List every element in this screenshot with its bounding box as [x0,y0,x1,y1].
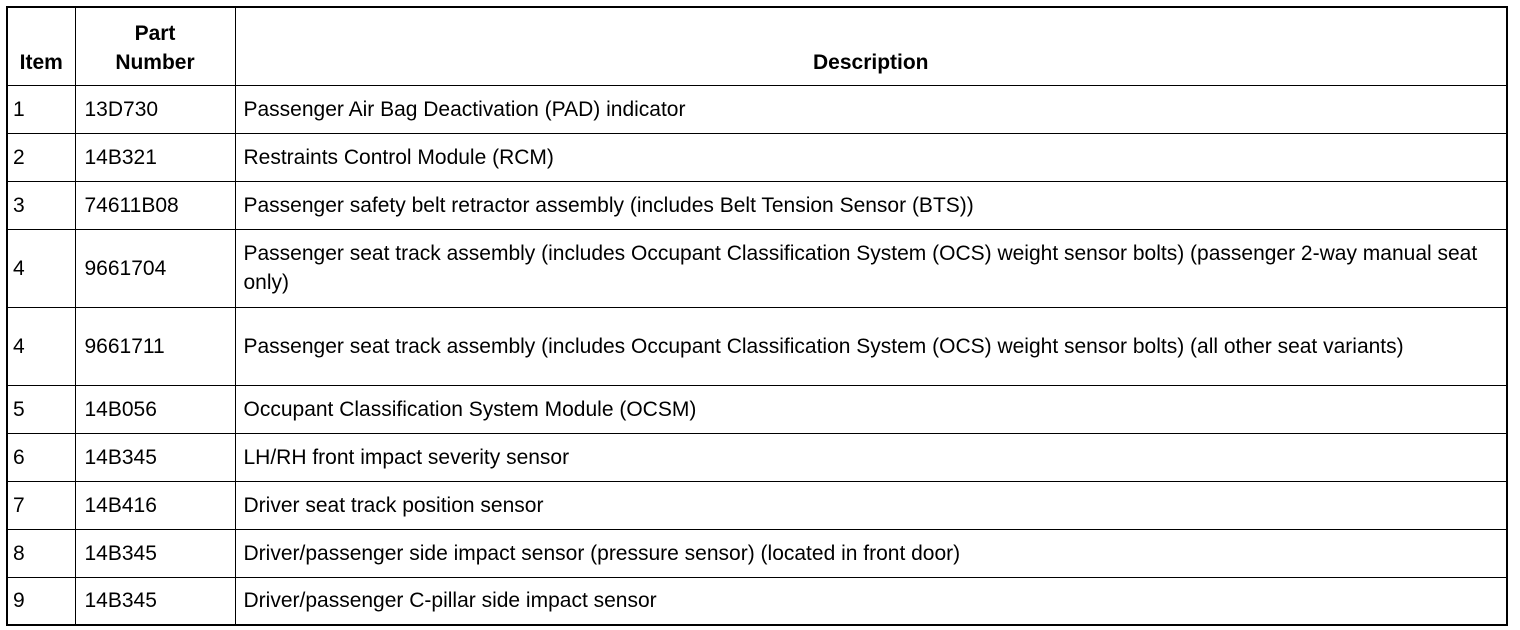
header-part-number-line2: Number [115,50,195,74]
description-cell: Driver seat track position sensor [235,481,1507,529]
table-row [7,481,1507,529]
item-cell: 9 [7,577,75,625]
header-part-number-line1: Part [134,21,176,45]
description-cell: Occupant Classification System Module (OCSM) [235,385,1507,433]
table-row [7,133,1507,181]
item-cell: 7 [7,481,75,529]
part-number-cell: 9661711 [75,307,235,385]
description-cell: Passenger seat track assembly (includes Occupant Classification System (OCS) weight sensor bolts) (passenger 2-way manual seat only) [235,229,1507,307]
part-number-cell: 14B056 [75,385,235,433]
item-cell: 4 [7,307,75,385]
description-cell: Driver/passenger C-pillar side impact sensor [235,577,1507,625]
table-row [7,385,1507,433]
table-row [7,307,1507,385]
description-cell: LH/RH front impact severity sensor [235,433,1507,481]
table-row [7,577,1507,625]
table-row [7,85,1507,133]
table-row [7,229,1507,307]
part-number-cell: 14B345 [75,529,235,577]
description-cell: Restraints Control Module (RCM) [235,133,1507,181]
item-cell: 1 [7,85,75,133]
part-number-cell: 74611B08 [75,181,235,229]
item-cell: 3 [7,181,75,229]
description-cell: Passenger seat track assembly (includes Occupant Classification System (OCS) weight sensor bolts) (all other seat variants) [235,307,1507,385]
part-number-cell: 14B416 [75,481,235,529]
item-cell: 5 [7,385,75,433]
part-number-cell: 14B321 [75,133,235,181]
header-part-number [75,7,235,85]
item-cell: 6 [7,433,75,481]
part-number-cell: 14B345 [75,577,235,625]
header-item: Item [7,7,75,85]
description-cell: Passenger safety belt retractor assembly (includes Belt Tension Sensor (BTS)) [235,181,1507,229]
header-description: Description [235,7,1507,85]
table-row [7,181,1507,229]
part-number-cell: 9661704 [75,229,235,307]
table-header-row [7,7,1507,85]
item-cell: 8 [7,529,75,577]
description-cell: Passenger Air Bag Deactivation (PAD) indicator [235,85,1507,133]
part-number-cell: 13D730 [75,85,235,133]
item-cell: 2 [7,133,75,181]
item-cell: 4 [7,229,75,307]
table-row [7,433,1507,481]
table-row [7,529,1507,577]
parts-table [6,6,1508,626]
description-cell: Driver/passenger side impact sensor (pressure sensor) (located in front door) [235,529,1507,577]
part-number-cell: 14B345 [75,433,235,481]
